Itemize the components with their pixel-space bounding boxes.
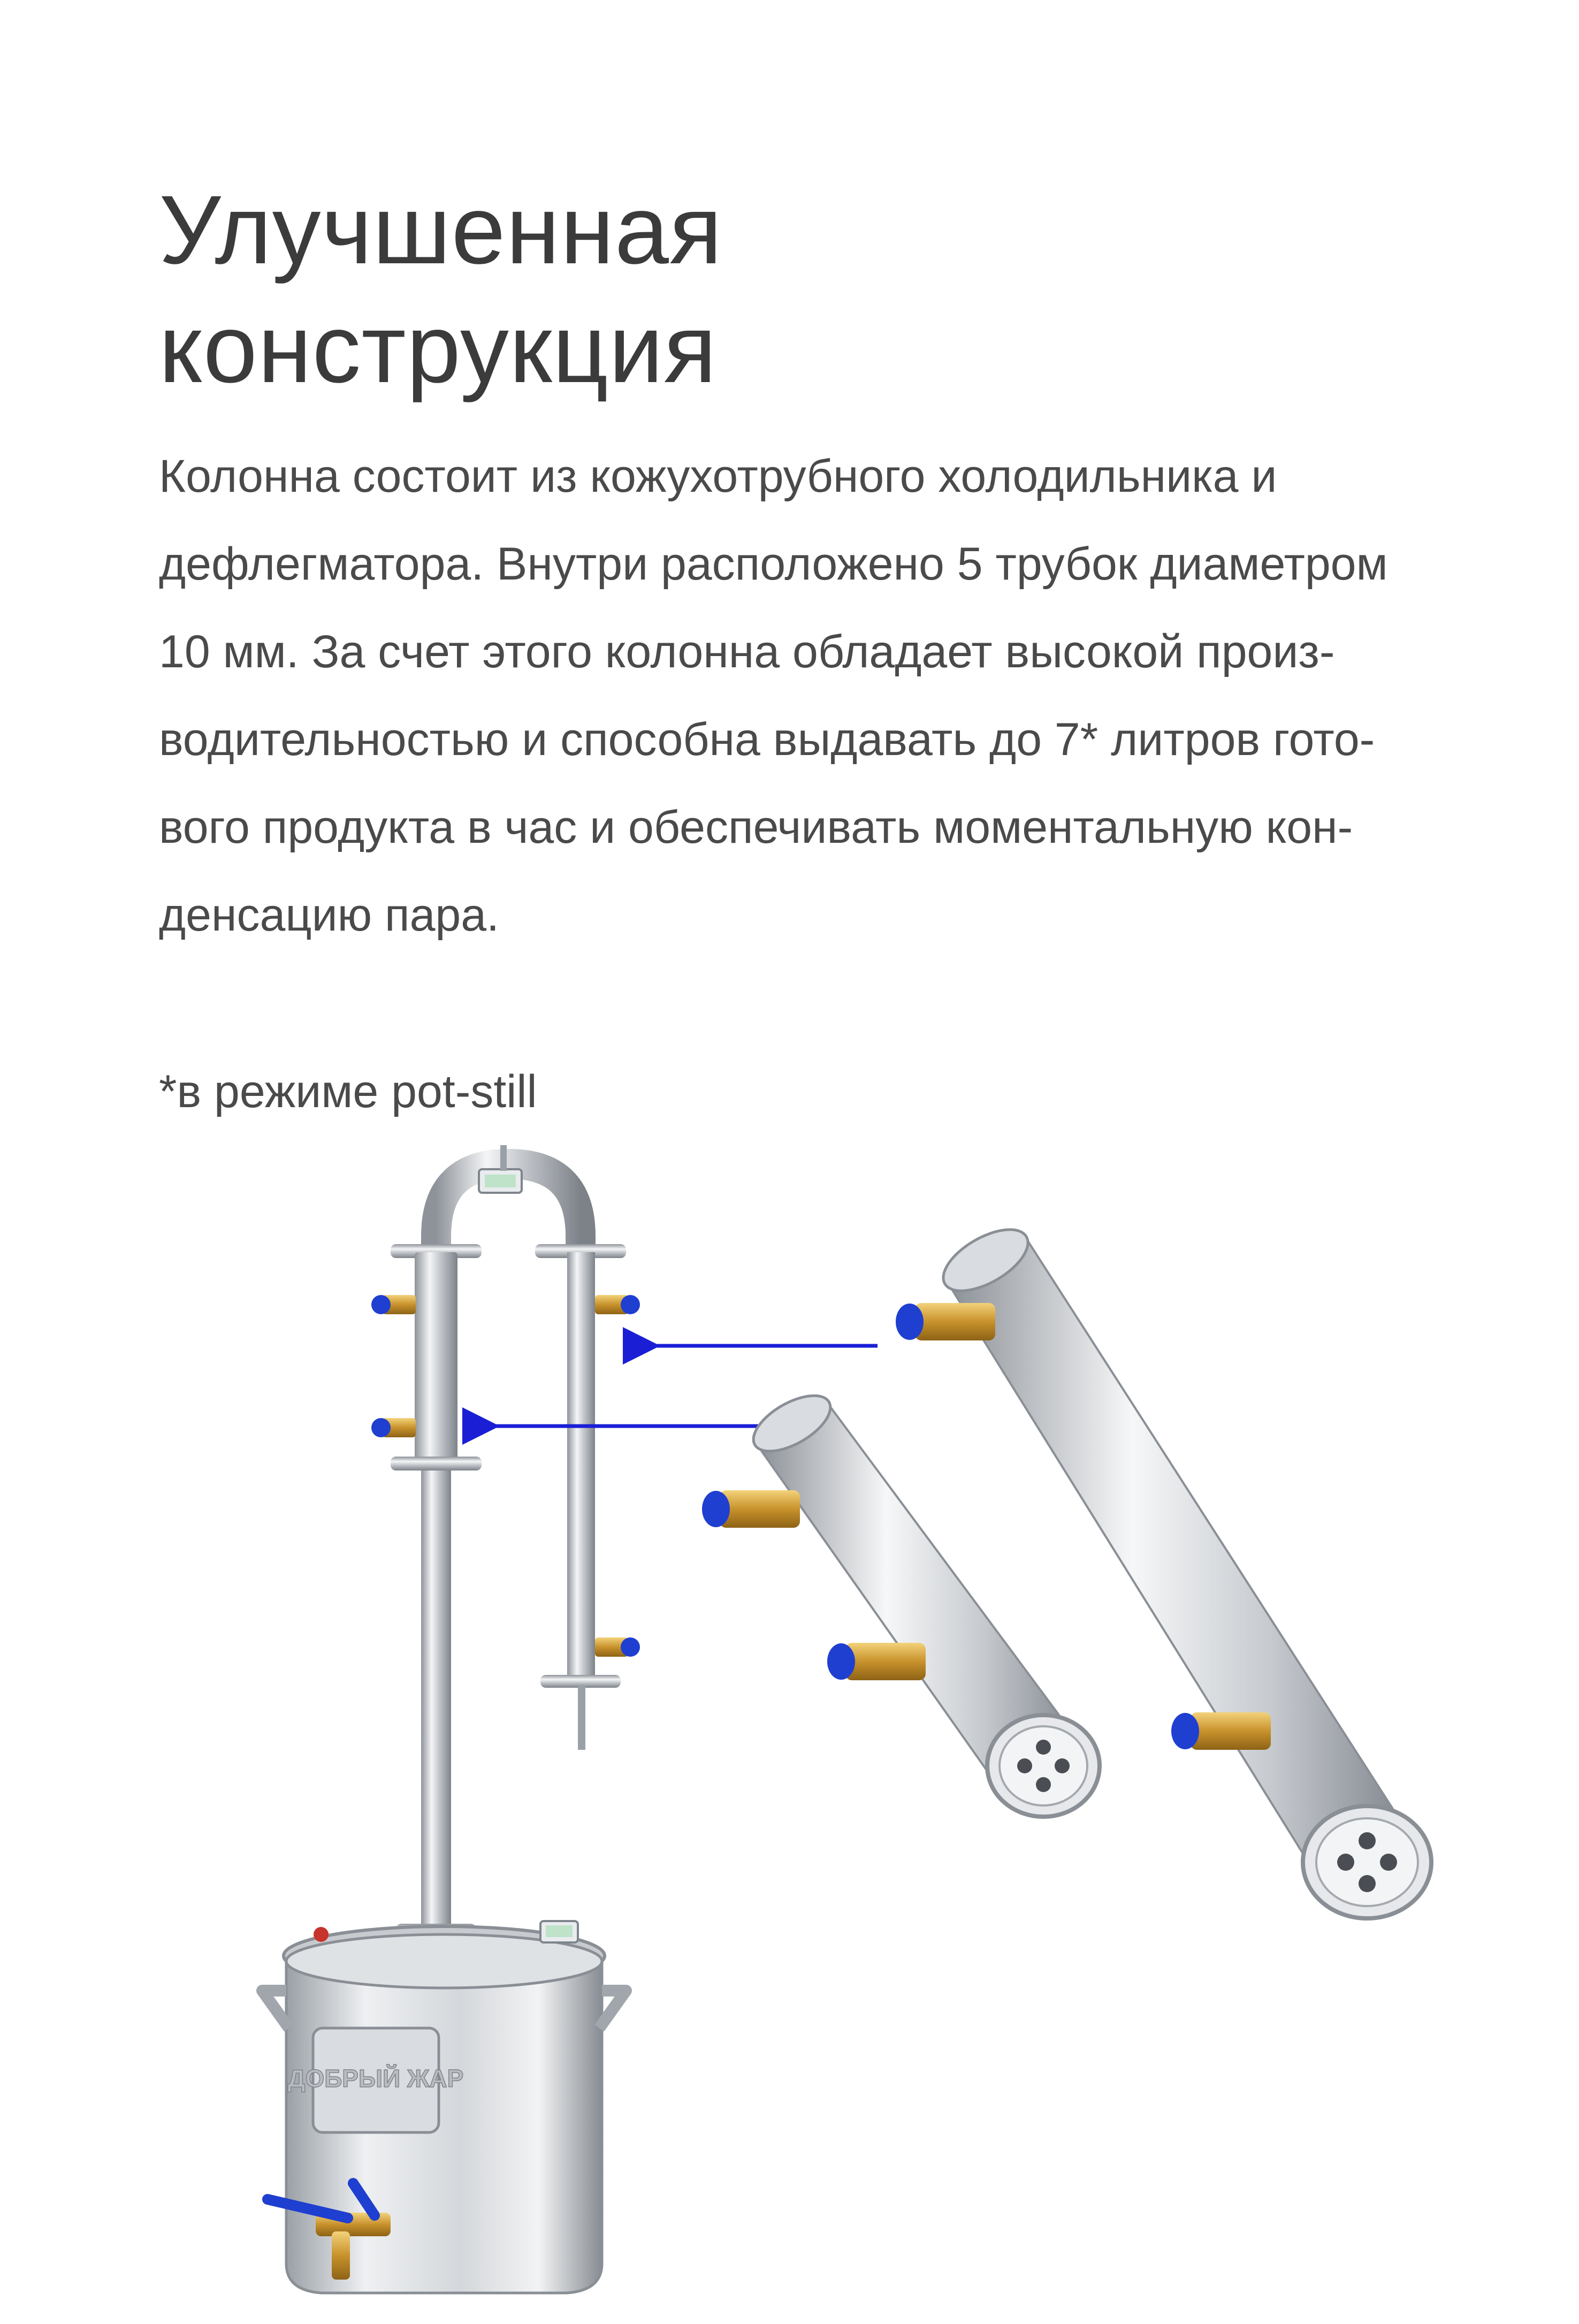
description-line: 10 мм. За счет этого колонна обладает высокой произ- bbox=[159, 626, 1335, 677]
description-line: водительностью и способна выдавать до 7* литров гото- bbox=[159, 714, 1375, 765]
brass-fitting bbox=[827, 1643, 926, 1680]
tube-hole bbox=[1380, 1854, 1397, 1871]
tube-hole bbox=[1036, 1740, 1051, 1755]
condenser-tube bbox=[567, 1252, 595, 1680]
description-line: Колонна состоит из кожухотрубного холодильника и bbox=[159, 451, 1277, 502]
tube-hole bbox=[1337, 1854, 1354, 1871]
title-line-1: Улучшенная bbox=[159, 175, 723, 284]
brass-fitting bbox=[896, 1303, 995, 1340]
pressure-valve bbox=[314, 1927, 329, 1942]
distillation-column bbox=[371, 1145, 640, 1959]
page-title bbox=[159, 170, 1443, 408]
brass-fitting bbox=[1171, 1712, 1271, 1750]
description-line: денсацию пара. bbox=[159, 889, 499, 941]
footnote: *в режиме pot-still bbox=[159, 1066, 537, 1117]
brass-fitting bbox=[595, 1637, 640, 1657]
description-paragraph bbox=[159, 432, 1454, 959]
brass-fitting bbox=[371, 1418, 416, 1437]
brass-fitting bbox=[595, 1295, 640, 1314]
brass-fitting bbox=[371, 1295, 416, 1314]
tank-brand: ДОБРЫЙ ЖАР bbox=[287, 2064, 464, 2092]
title-line-2: конструкция bbox=[159, 294, 718, 403]
tube-hole bbox=[1359, 1875, 1376, 1892]
product-illustration bbox=[0, 1124, 1579, 2324]
tube-hole bbox=[1017, 1758, 1032, 1773]
description-line: вого продукта в час и обеспечивать моментальную кон- bbox=[159, 802, 1353, 853]
description-line: дефлегматора. Внутри расположено 5 трубок диаметром bbox=[159, 538, 1388, 590]
tube-hole bbox=[1359, 1832, 1376, 1849]
shell-tube-condenser-large bbox=[896, 1217, 1431, 1918]
column-clamp bbox=[391, 1457, 482, 1470]
brass-fitting bbox=[702, 1490, 800, 1528]
shell-tube-dephlegmator-small bbox=[702, 1384, 1100, 1817]
tube-hole bbox=[1055, 1758, 1070, 1773]
boiler-tank bbox=[262, 1921, 626, 2293]
tube-hole bbox=[1036, 1777, 1051, 1792]
